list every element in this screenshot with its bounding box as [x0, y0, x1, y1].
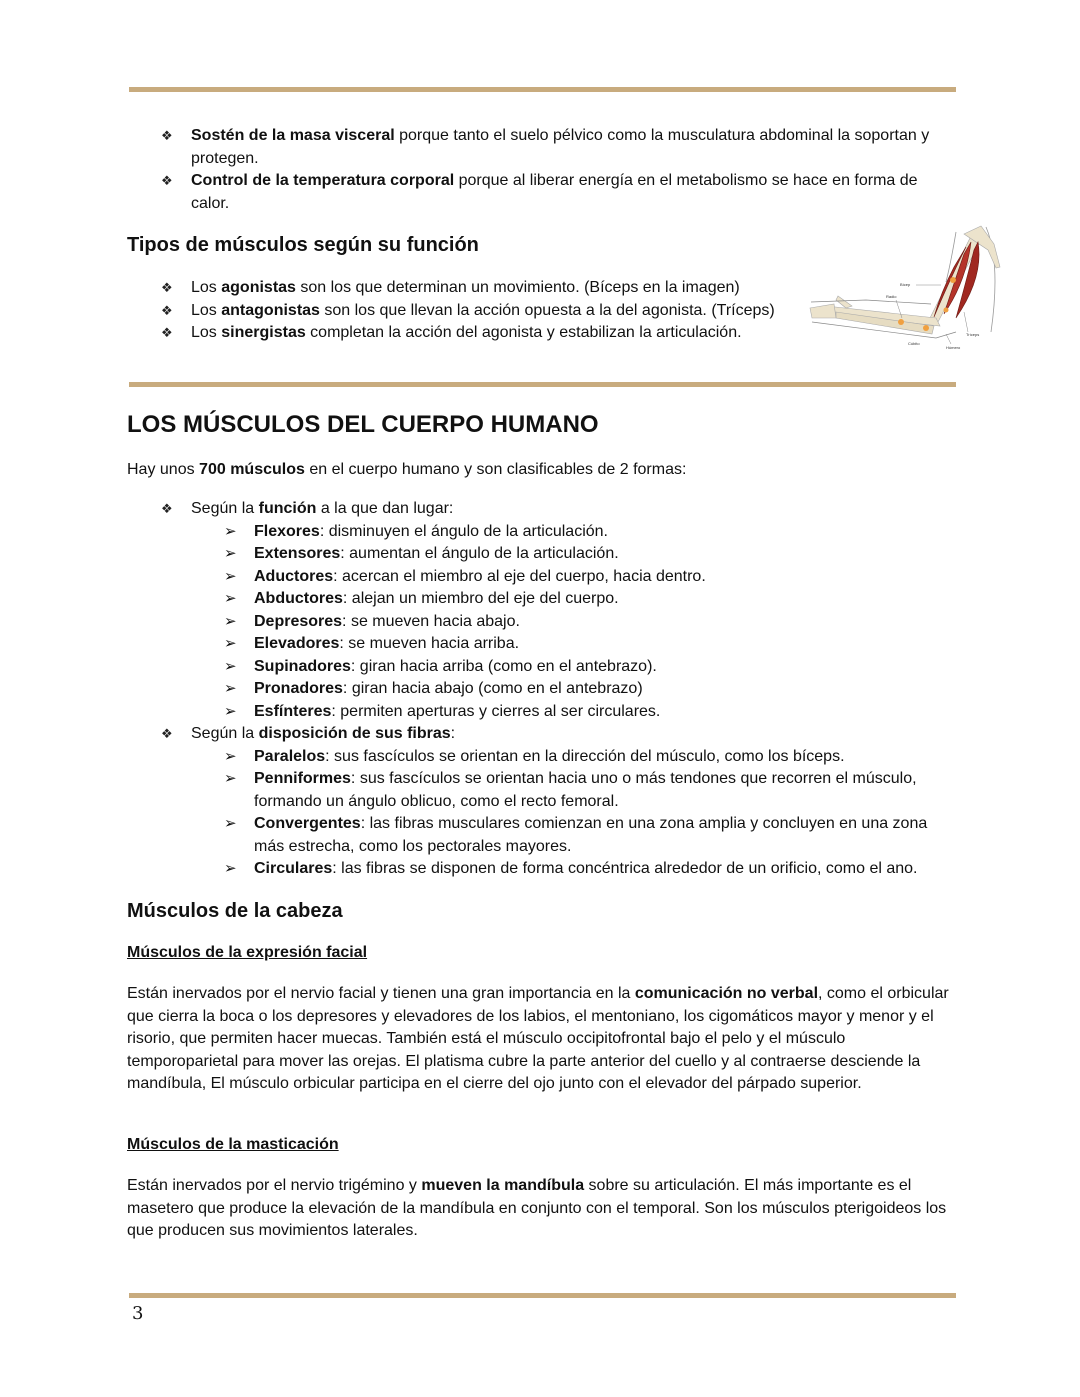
top-list — [128, 125, 958, 215]
sub-list-item: ➢ Flexores: disminuyen el ángulo de la articulación. — [191, 521, 958, 544]
sub-list-item: ➢ Abductores: alejan un miembro del eje del cuerpo. — [191, 588, 958, 611]
facial-paragraph: Están inervados por el nervio facial y tienen una gran importancia en la comunicación no verbal, como el orbicular que cierra la boca o los depresores y elevadores de los labios, el mentoniano, los cigomáticos mayor y menor y el risorio, que permiten hacer muecas. También está el músculo occipitofrontal bajo el pelo y el músculo temporoparietal para mover las orejas. El platisma cubre la parte anterior del cuello y al contraerse desciende la mandíbula, El músculo orbicular participa en el cierre del ojo junto con el elevador del párpado superior. — [127, 985, 949, 1092]
sub-list-item: ➢ Esfínteres: permiten aperturas y cierres al ser circulares. — [191, 701, 958, 724]
top-divider — [129, 87, 956, 92]
arrow-bullet-icon: ➢ — [224, 680, 237, 697]
diamond-bullet-icon: ❖ — [161, 726, 173, 741]
subsection-title-masticacion: Músculos de la masticación — [127, 1136, 339, 1153]
list-item: ❖ Los agonistas son los que determinan un movimiento. (Bíceps en la imagen) — [128, 277, 808, 300]
arrow-bullet-icon: ➢ — [224, 522, 237, 540]
arrow-bullet-icon: ➢ — [224, 860, 237, 877]
list-item — [128, 170, 958, 215]
sub-list-item: ➢ Elevadores: se mueven hacia arriba. — [191, 633, 958, 656]
arm-illustration-icon — [806, 222, 1010, 356]
section-title-funcion: Tipos de músculos según su función — [127, 234, 479, 256]
section-title-cabeza: Músculos de la cabeza — [127, 900, 343, 922]
intro-paragraph: Hay unos 700 músculos en el cuerpo humano y son clasificables de 2 formas: — [127, 461, 687, 478]
list-item: ❖ Los sinergistas completan la acción del agonista y estabilizan la articulación. — [128, 322, 808, 345]
item-bold: Sostén de la masa visceral — [191, 127, 395, 144]
arrow-bullet-icon: ➢ — [224, 545, 237, 562]
sub-list-item: ➢ Extensores: aumentan el ángulo de la articulación. — [191, 543, 958, 566]
sub-list-item: ➢ Aductores: acercan el miembro al eje del cuerpo, hacia dentro. — [191, 566, 958, 589]
arrow-bullet-icon: ➢ — [224, 657, 237, 675]
masticacion-paragraph: Están inervados por el nervio trigémino y mueven la mandíbula sobre su articulación. El más importante es el masetero que produce la elevación de la mandíbula en conjunto con el temporal. Son los músculos pterigoideos los que producen sus movimientos laterales. — [127, 1177, 947, 1239]
sub-list-item: ➢ Penniformes: sus fascículos se orientan hacia uno o más tendones que recorren el músculo, formando un ángulo oblicuo, como el recto femoral. — [224, 770, 917, 810]
svg-text:Tríceps: Tríceps — [966, 332, 980, 337]
diamond-bullet-icon: ❖ — [161, 501, 173, 516]
diamond-bullet-icon: ❖ — [161, 173, 173, 188]
diamond-bullet-icon: ❖ — [161, 128, 173, 143]
arrow-bullet-icon: ➢ — [224, 612, 237, 630]
subsection-title-facial: Músculos de la expresión facial — [127, 944, 368, 961]
list-item: ❖ Los antagonistas son los que llevan la acción opuesta a la del agonista. (Tríceps) — [128, 300, 808, 323]
svg-text:Bícep: Bícep — [900, 282, 911, 287]
sub-list-item: ➢ Pronadores: giran hacia abajo (como en el antebrazo) — [191, 678, 958, 701]
list-item — [128, 125, 958, 170]
arrow-bullet-icon: ➢ — [224, 702, 237, 720]
item-text: porque al liberar energía en el metabolismo se hace en forma de calor. — [191, 172, 918, 212]
item-text: porque tanto el suelo pélvico como la musculatura abdominal la soportan y protegen. — [191, 127, 930, 167]
classification-list — [128, 498, 958, 881]
funcion-list — [128, 277, 808, 345]
arrow-bullet-icon: ➢ — [224, 590, 237, 607]
diamond-bullet-icon: ❖ — [161, 280, 173, 295]
diamond-bullet-icon: ❖ — [161, 302, 173, 318]
sub-list-item: ➢ Circulares: las fibras se disponen de forma concéntrica alrededor de un orificio, como el ano. — [191, 858, 958, 881]
item-bold: Control de la temperatura corporal — [191, 172, 455, 189]
svg-text:Radio: Radio — [886, 294, 897, 299]
section-divider — [129, 382, 956, 387]
svg-text:Húmero: Húmero — [946, 345, 961, 350]
sub-list-item: ➢ Convergentes: las fibras musculares comienzan en una zona amplia y concluyen en una zona más estrecha, como los pectorales mayores. — [224, 815, 928, 855]
arrow-bullet-icon: ➢ — [224, 567, 237, 585]
page-title: LOS MÚSCULOS DEL CUERPO HUMANO — [127, 411, 599, 438]
arrow-bullet-icon: ➢ — [224, 770, 237, 787]
arm-muscle-illustration — [806, 222, 1010, 356]
diamond-bullet-icon: ❖ — [161, 325, 173, 340]
page-number: 3 — [132, 1303, 144, 1324]
arrow-bullet-icon: ➢ — [224, 747, 237, 765]
sub-list-item: ➢ Supinadores: giran hacia arriba (como en el antebrazo). — [191, 656, 958, 679]
sub-list-item: ➢ Paralelos: sus fascículos se orientan en la dirección del músculo, como los bíceps. — [191, 746, 958, 769]
sub-list-item: ➢ Depresores: se mueven hacia abajo. — [191, 611, 958, 634]
arrow-bullet-icon: ➢ — [224, 815, 237, 832]
footer-divider — [129, 1293, 956, 1298]
list-item-funcion: ❖ Según la función a la que dan lugar: ➢ Flexores: disminuyen el ángulo de la articulación. ➢ Extensores: aumentan el ángulo de la articulación. ➢ Aductores: acercan el miembro al eje del cuerpo, hacia dentro. ➢ Abductores: alejan un miembro del eje del cuerpo. ➢ Depresores: se mueven hacia abajo. ➢ Elevadores: se mueven hacia arriba. ➢ Supinadores: giran hacia arriba (como en el antebrazo). ➢ Pronadores: giran hacia abajo (como en el antebrazo) ➢ Esfínteres: permiten aperturas y cierres al ser circulares. — [128, 498, 958, 723]
arrow-bullet-icon: ➢ — [224, 635, 237, 652]
list-item-fibras: ❖ Según la disposición de sus fibras: ➢ Paralelos: sus fascículos se orientan en la dirección del músculo, como los bíceps. ➢ Penniformes: sus fascículos se orientan hacia uno o más tendones que recorren el músculo, formando un ángulo oblicuo, como el recto femoral. ➢ Convergentes: las fibras musculares comienzan en una zona amplia y concluyen en una zona más estrecha, como los pectorales mayores. ➢ Circulares: las fibras se disponen de forma concéntrica alrededor de un orificio, como el ano. — [128, 723, 958, 881]
svg-text:Cúbito: Cúbito — [908, 341, 920, 346]
